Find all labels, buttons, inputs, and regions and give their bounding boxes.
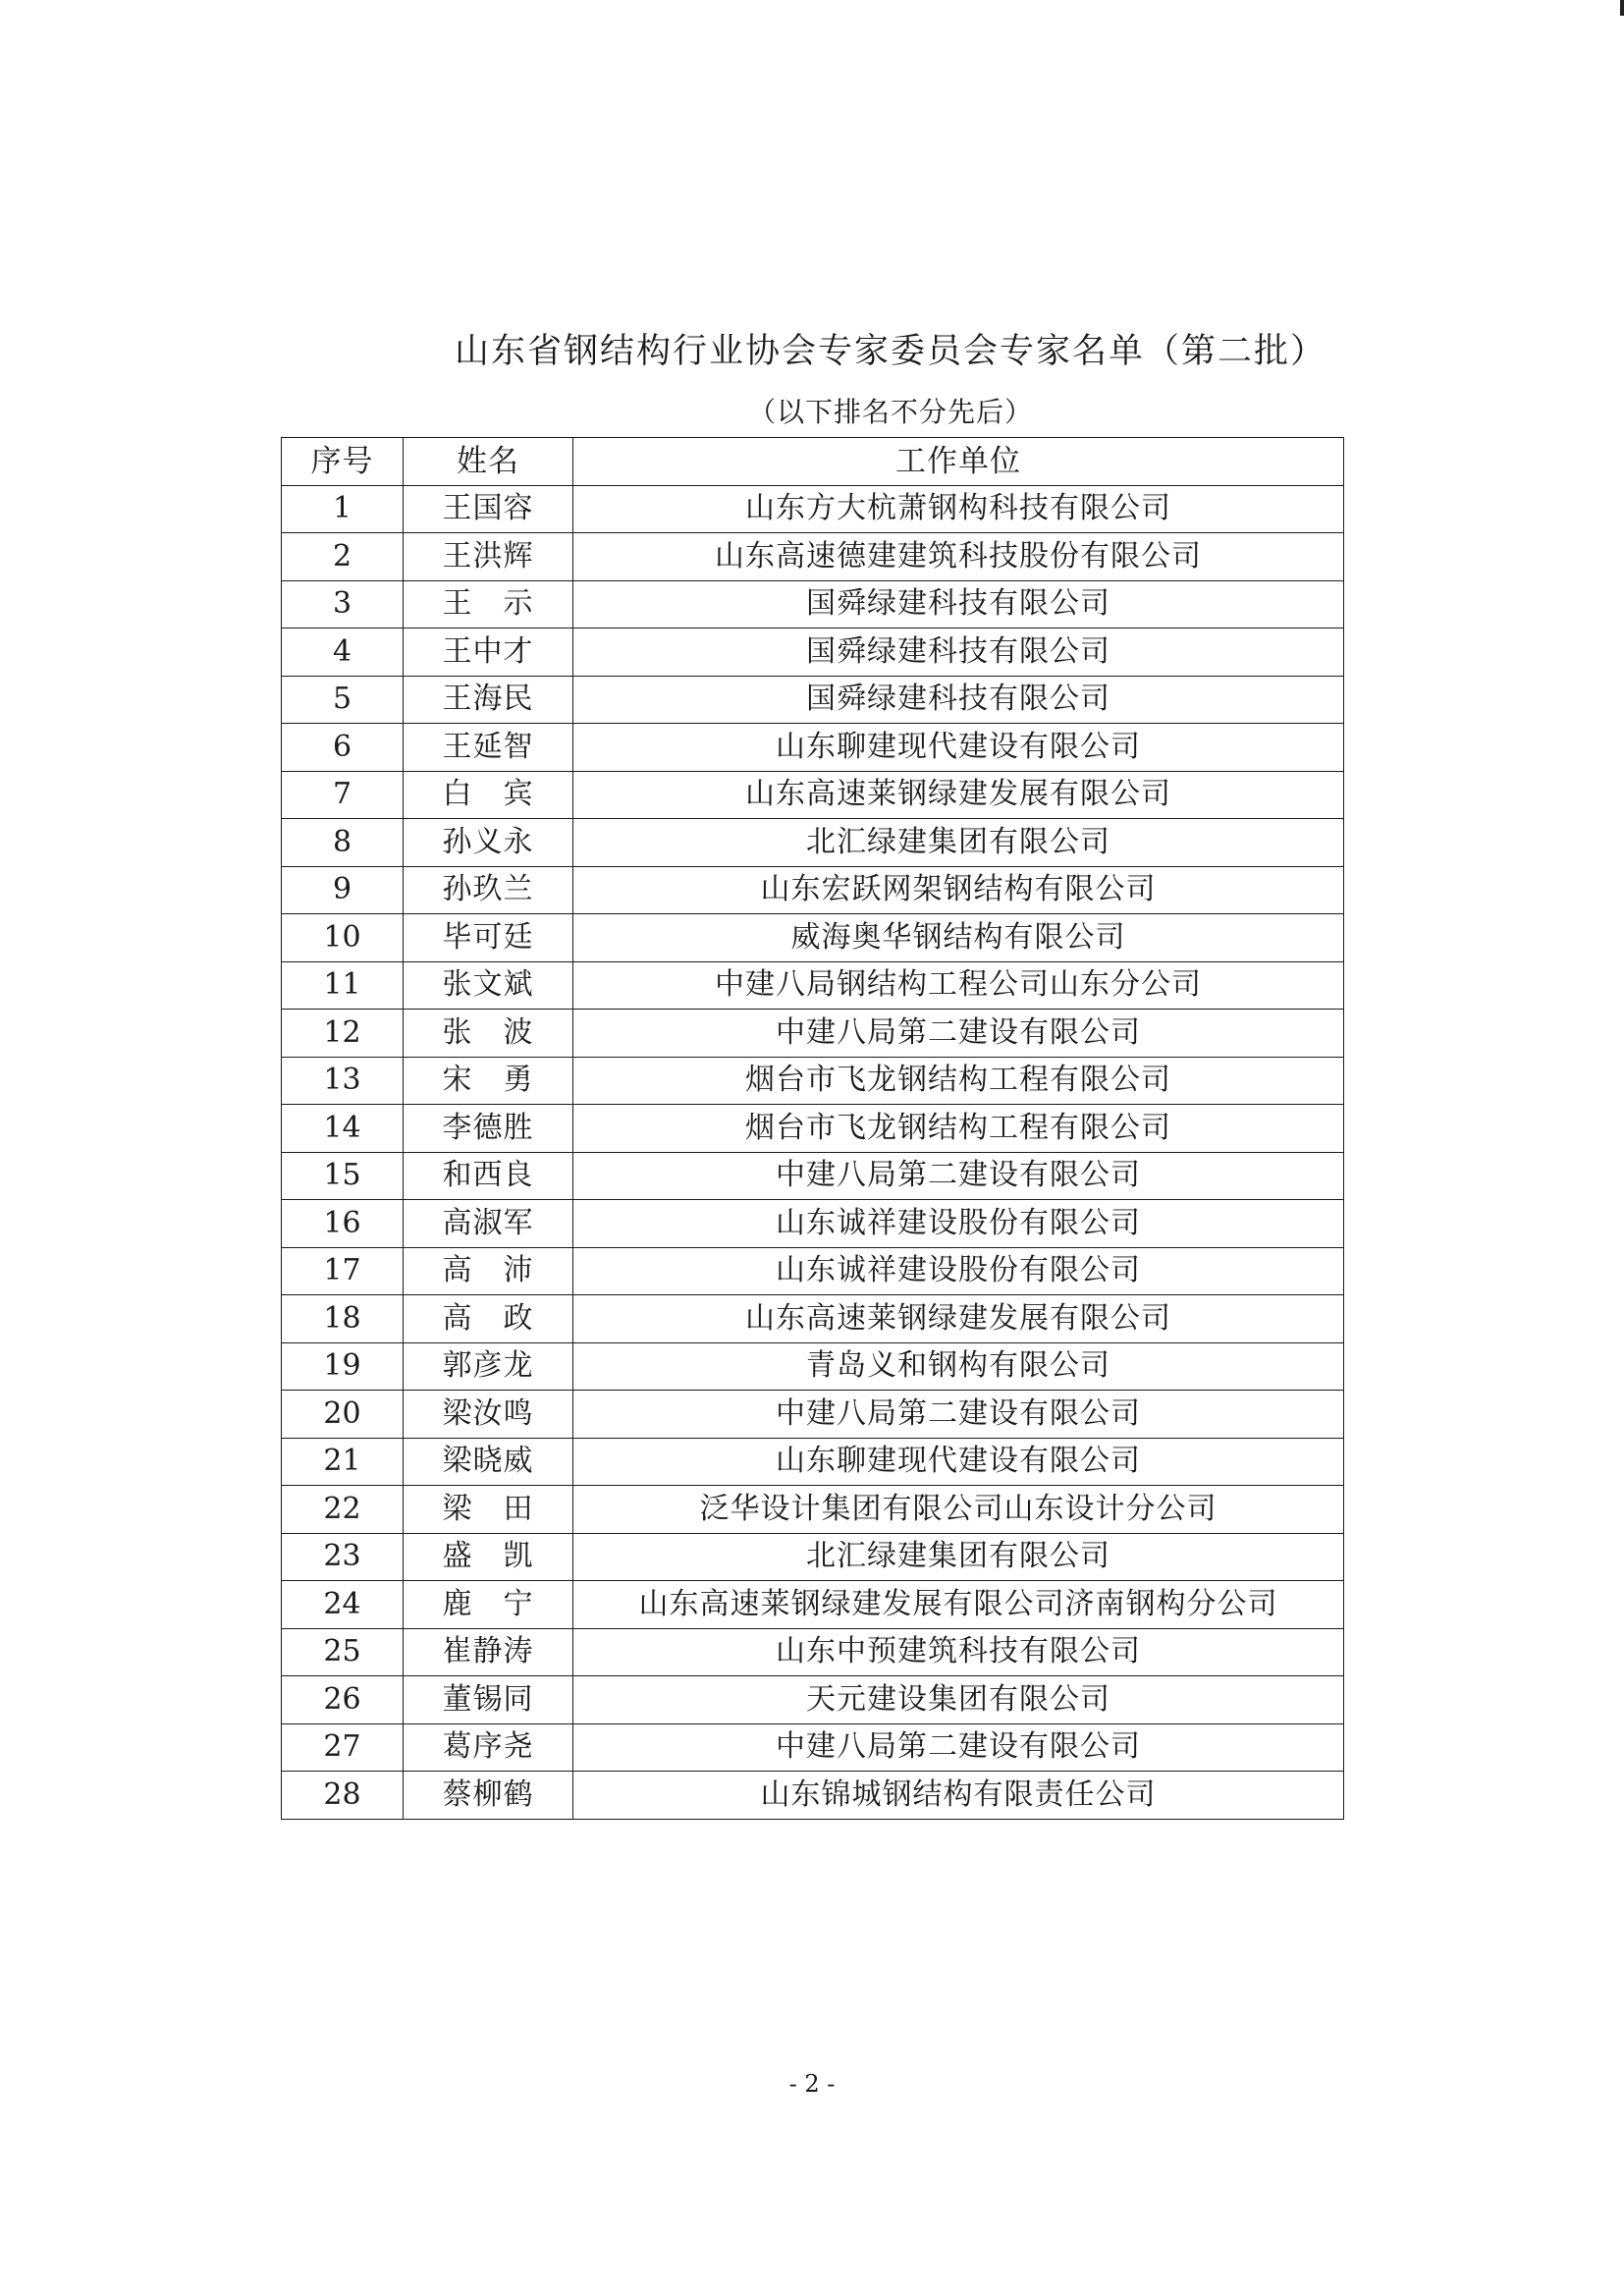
row-serial-number: 21: [282, 1438, 404, 1486]
row-name: 张文斌: [404, 961, 573, 1010]
table-row: [282, 1152, 1344, 1200]
row-work-unit: 山东诚祥建设股份有限公司: [573, 1247, 1344, 1295]
row-serial-number: 23: [282, 1533, 404, 1581]
row-name: 白 宾: [404, 771, 573, 819]
row-name: 和西良: [404, 1152, 573, 1200]
row-name: 高 政: [404, 1295, 573, 1343]
row-work-unit: 山东宏跃网架钢结构有限公司: [573, 866, 1344, 914]
row-name: 梁晓威: [404, 1438, 573, 1486]
expert-roster-table: [281, 437, 1344, 1820]
table-row: [282, 866, 1344, 914]
row-serial-number: 16: [282, 1200, 404, 1248]
row-work-unit: 山东方大杭萧钢构科技有限公司: [573, 485, 1344, 533]
row-work-unit: 北汇绿建集团有限公司: [573, 1533, 1344, 1581]
row-work-unit: 中建八局第二建设有限公司: [573, 1723, 1344, 1772]
table-row: [282, 771, 1344, 819]
row-work-unit: 山东中预建筑科技有限公司: [573, 1628, 1344, 1676]
row-work-unit: 山东高速莱钢绿建发展有限公司济南钢构分公司: [573, 1581, 1344, 1629]
row-serial-number: 26: [282, 1676, 404, 1724]
table-row: [282, 1628, 1344, 1676]
row-name: 王中才: [404, 629, 573, 677]
row-name: 董锡同: [404, 1676, 573, 1724]
row-work-unit: 山东诚祥建设股份有限公司: [573, 1200, 1344, 1248]
document-title: 山东省钢结构行业协会专家委员会专家名单（第二批）: [454, 332, 1326, 371]
row-serial-number: 11: [282, 961, 404, 1010]
row-name: 梁 田: [404, 1486, 573, 1534]
row-serial-number: 20: [282, 1391, 404, 1439]
row-work-unit: 中建八局第二建设有限公司: [573, 1391, 1344, 1439]
row-serial-number: 28: [282, 1772, 404, 1820]
row-name: 崔静涛: [404, 1628, 573, 1676]
table-row: [282, 961, 1344, 1010]
header-work-unit: 工作单位: [573, 438, 1344, 486]
table-row: [282, 676, 1344, 724]
row-name: 王洪辉: [404, 533, 573, 581]
row-serial-number: 7: [282, 771, 404, 819]
row-name: 葛序尧: [404, 1723, 573, 1772]
table-row: [282, 1105, 1344, 1153]
row-work-unit: 山东高速莱钢绿建发展有限公司: [573, 771, 1344, 819]
row-serial-number: 27: [282, 1723, 404, 1772]
row-work-unit: 威海奥华钢结构有限公司: [573, 914, 1344, 962]
row-serial-number: 13: [282, 1057, 404, 1105]
row-work-unit: 烟台市飞龙钢结构工程有限公司: [573, 1105, 1344, 1153]
table-row: [282, 1200, 1344, 1248]
row-serial-number: 10: [282, 914, 404, 962]
row-serial-number: 14: [282, 1105, 404, 1153]
row-serial-number: 17: [282, 1247, 404, 1295]
row-name: 李德胜: [404, 1105, 573, 1153]
row-serial-number: 2: [282, 533, 404, 581]
row-work-unit: 国舜绿建科技有限公司: [573, 676, 1344, 724]
table-row: [282, 1391, 1344, 1439]
table-row: [282, 914, 1344, 962]
header-name: 姓名: [404, 438, 573, 486]
row-serial-number: 6: [282, 724, 404, 772]
row-name: 高淑军: [404, 1200, 573, 1248]
table-row: [282, 580, 1344, 629]
row-serial-number: 3: [282, 580, 404, 629]
table-row: [282, 1295, 1344, 1343]
row-name: 郭彦龙: [404, 1342, 573, 1391]
row-serial-number: 15: [282, 1152, 404, 1200]
row-serial-number: 4: [282, 629, 404, 677]
table-row: [282, 485, 1344, 533]
row-work-unit: 山东锦城钢结构有限责任公司: [573, 1772, 1344, 1820]
row-name: 王 示: [404, 580, 573, 629]
row-name: 张 波: [404, 1010, 573, 1058]
row-work-unit: 青岛义和钢构有限公司: [573, 1342, 1344, 1391]
table-row: [282, 724, 1344, 772]
table-row: [282, 1772, 1344, 1820]
row-name: 毕可廷: [404, 914, 573, 962]
scan-edge-mark: [1620, 0, 1624, 16]
row-serial-number: 18: [282, 1295, 404, 1343]
row-name: 蔡柳鹤: [404, 1772, 573, 1820]
table-row: [282, 1486, 1344, 1534]
table-header-row: [282, 438, 1344, 486]
row-serial-number: 19: [282, 1342, 404, 1391]
row-serial-number: 9: [282, 866, 404, 914]
row-work-unit: 山东聊建现代建设有限公司: [573, 724, 1344, 772]
table-row: [282, 819, 1344, 867]
table-row: [282, 1438, 1344, 1486]
row-work-unit: 中建八局第二建设有限公司: [573, 1010, 1344, 1058]
row-serial-number: 5: [282, 676, 404, 724]
row-name: 宋 勇: [404, 1057, 573, 1105]
row-serial-number: 1: [282, 485, 404, 533]
row-name: 高 沛: [404, 1247, 573, 1295]
table-row: [282, 1247, 1344, 1295]
row-work-unit: 山东高速莱钢绿建发展有限公司: [573, 1295, 1344, 1343]
row-work-unit: 中建八局第二建设有限公司: [573, 1152, 1344, 1200]
page-number: - 2 -: [788, 2070, 836, 2098]
table-row: [282, 1010, 1344, 1058]
table-row: [282, 629, 1344, 677]
row-name: 王国容: [404, 485, 573, 533]
table-row: [282, 1533, 1344, 1581]
row-work-unit: 山东聊建现代建设有限公司: [573, 1438, 1344, 1486]
row-work-unit: 山东高速德建建筑科技股份有限公司: [573, 533, 1344, 581]
row-name: 盛 凯: [404, 1533, 573, 1581]
row-name: 王延智: [404, 724, 573, 772]
row-work-unit: 烟台市飞龙钢结构工程有限公司: [573, 1057, 1344, 1105]
document-subtitle: （以下排名不分先后）: [747, 396, 1033, 428]
row-serial-number: 22: [282, 1486, 404, 1534]
table-row: [282, 1057, 1344, 1105]
row-work-unit: 泛华设计集团有限公司山东设计分公司: [573, 1486, 1344, 1534]
row-work-unit: 北汇绿建集团有限公司: [573, 819, 1344, 867]
row-work-unit: 中建八局钢结构工程公司山东分公司: [573, 961, 1344, 1010]
table-row: [282, 1676, 1344, 1724]
row-work-unit: 国舜绿建科技有限公司: [573, 629, 1344, 677]
row-name: 梁汝鸣: [404, 1391, 573, 1439]
row-name: 孙义永: [404, 819, 573, 867]
row-serial-number: 8: [282, 819, 404, 867]
table-row: [282, 1342, 1344, 1391]
row-name: 鹿 宁: [404, 1581, 573, 1629]
row-serial-number: 12: [282, 1010, 404, 1058]
row-work-unit: 天元建设集团有限公司: [573, 1676, 1344, 1724]
table-row: [282, 1723, 1344, 1772]
row-name: 王海民: [404, 676, 573, 724]
row-work-unit: 国舜绿建科技有限公司: [573, 580, 1344, 629]
header-serial-number: 序号: [282, 438, 404, 486]
table-row: [282, 1581, 1344, 1629]
row-serial-number: 25: [282, 1628, 404, 1676]
table-row: [282, 533, 1344, 581]
row-serial-number: 24: [282, 1581, 404, 1629]
row-name: 孙玖兰: [404, 866, 573, 914]
